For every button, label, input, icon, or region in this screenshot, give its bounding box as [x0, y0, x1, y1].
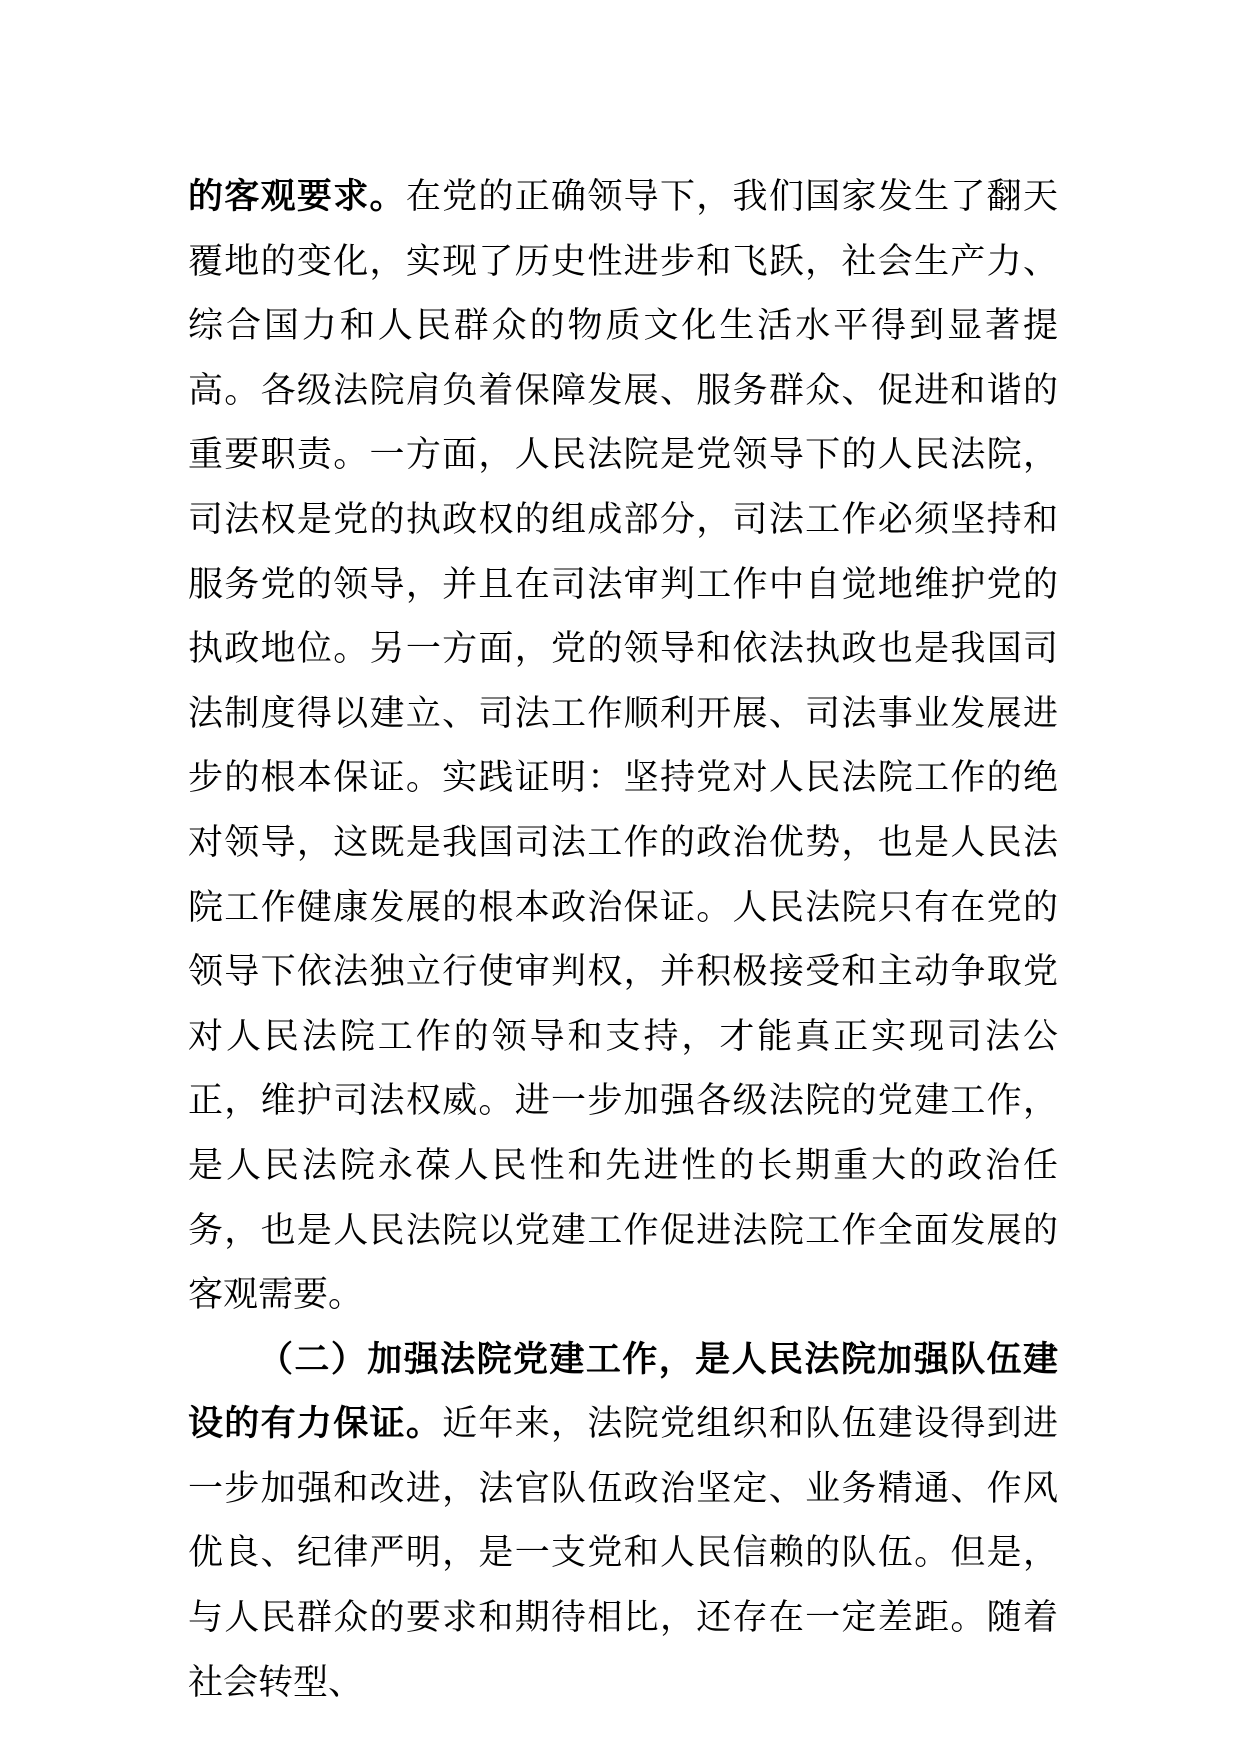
- paragraph-2-bold-lead: （二）加强法院党建工作，是人民法院加强队伍建设的有力保证。: [188, 1339, 1058, 1445]
- paragraph-1-bold-lead: 的客观要求。: [188, 177, 406, 217]
- paragraph-2: [188, 1328, 1058, 1716]
- document-body: [188, 165, 1058, 1715]
- paragraph-1-body: 在党的正确领导下，我们国家发生了翻天覆地的变化，实现了历史性进步和飞跃，社会生产力、综合国力和人民群众的物质文化生活水平得到显著提高。各级法院肩负着保障发展、服务群众、促进和谐的重要职责。一方面，人民法院是党领导下的人民法院，司法权是党的执政权的组成部分，司法工作必须坚持和服务党的领导，并且在司法审判工作中自觉地维护党的执政地位。另一方面，党的领导和依法执政也是我国司法制度得以建立、司法工作顺利开展、司法事业发展进步的根本保证。实践证明：坚持党对人民法院工作的绝对领导，这既是我国司法工作的政治优势，也是人民法院工作健康发展的根本政治保证。人民法院只有在党的领导下依法独立行使审判权，并积极接受和主动争取党对人民法院工作的领导和支持，才能真正实现司法公正，维护司法权威。进一步加强各级法院的党建工作，是人民法院永葆人民性和先进性的长期重大的政治任务，也是人民法院以党建工作促进法院工作全面发展的客观需要。: [188, 177, 1058, 1316]
- paragraph-1: [188, 165, 1058, 1328]
- paragraph-2-body: 近年来，法院党组织和队伍建设得到进一步加强和改进，法官队伍政治坚定、业务精通、作风优良、纪律严明，是一支党和人民信赖的队伍。但是，与人民群众的要求和期待相比，还存在一定差距。随着社会转型、: [188, 1404, 1058, 1703]
